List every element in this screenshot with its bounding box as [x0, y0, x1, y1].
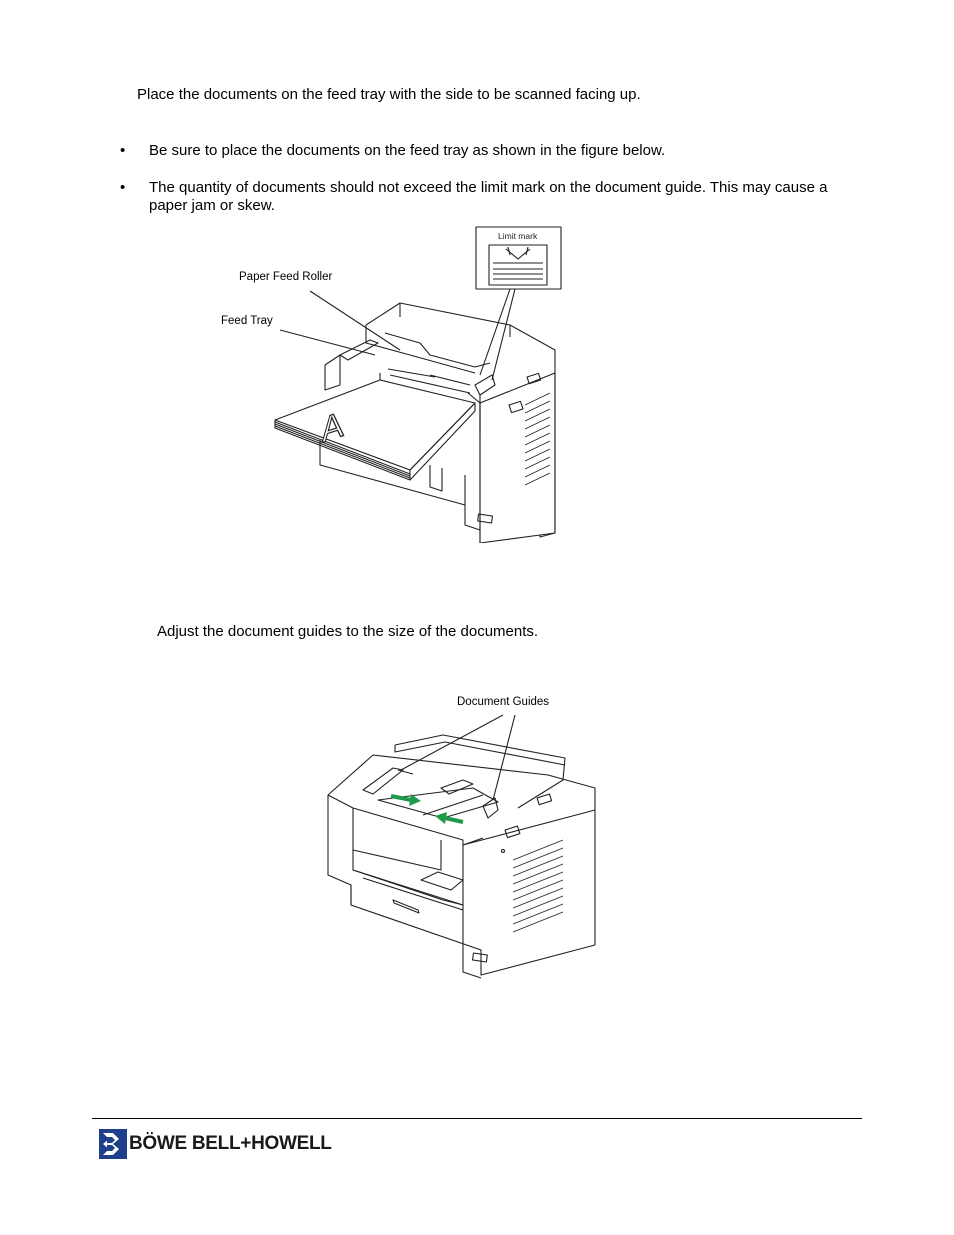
- step2-instruction: Adjust the document guides to the size of the documents.: [157, 623, 539, 640]
- step1-instruction: Place the documents on the feed tray with the side to be scanned facing up.: [137, 86, 641, 103]
- brand-mark-icon: [99, 1129, 127, 1159]
- footer-rule: [92, 1118, 862, 1119]
- label-feed-tray: Feed Tray: [221, 315, 273, 327]
- note-text-1: Be sure to place the documents on the feed tray as shown in the figure below.: [149, 142, 666, 159]
- label-document-guides: Document Guides: [457, 696, 550, 708]
- scanner-document-guides-figure: [323, 710, 601, 980]
- note-text-2: The quantity of documents should not exceed the limit mark on the document guide. This may cause a paper jam or skew.: [149, 179, 828, 214]
- guide-arrow-left: [391, 794, 421, 806]
- tray-letter: A: [320, 404, 345, 451]
- brand-logo: [99, 1129, 332, 1159]
- note-bullet-1: •: [120, 142, 126, 159]
- note-bullet-2: •: [120, 179, 126, 196]
- label-paper-feed-roller: Paper Feed Roller: [239, 271, 333, 283]
- label-limit-mark: Limit mark: [498, 231, 538, 241]
- brand-name: BÖWE BELL+HOWELL: [129, 1133, 332, 1154]
- scanner-feed-tray-figure: [270, 225, 575, 543]
